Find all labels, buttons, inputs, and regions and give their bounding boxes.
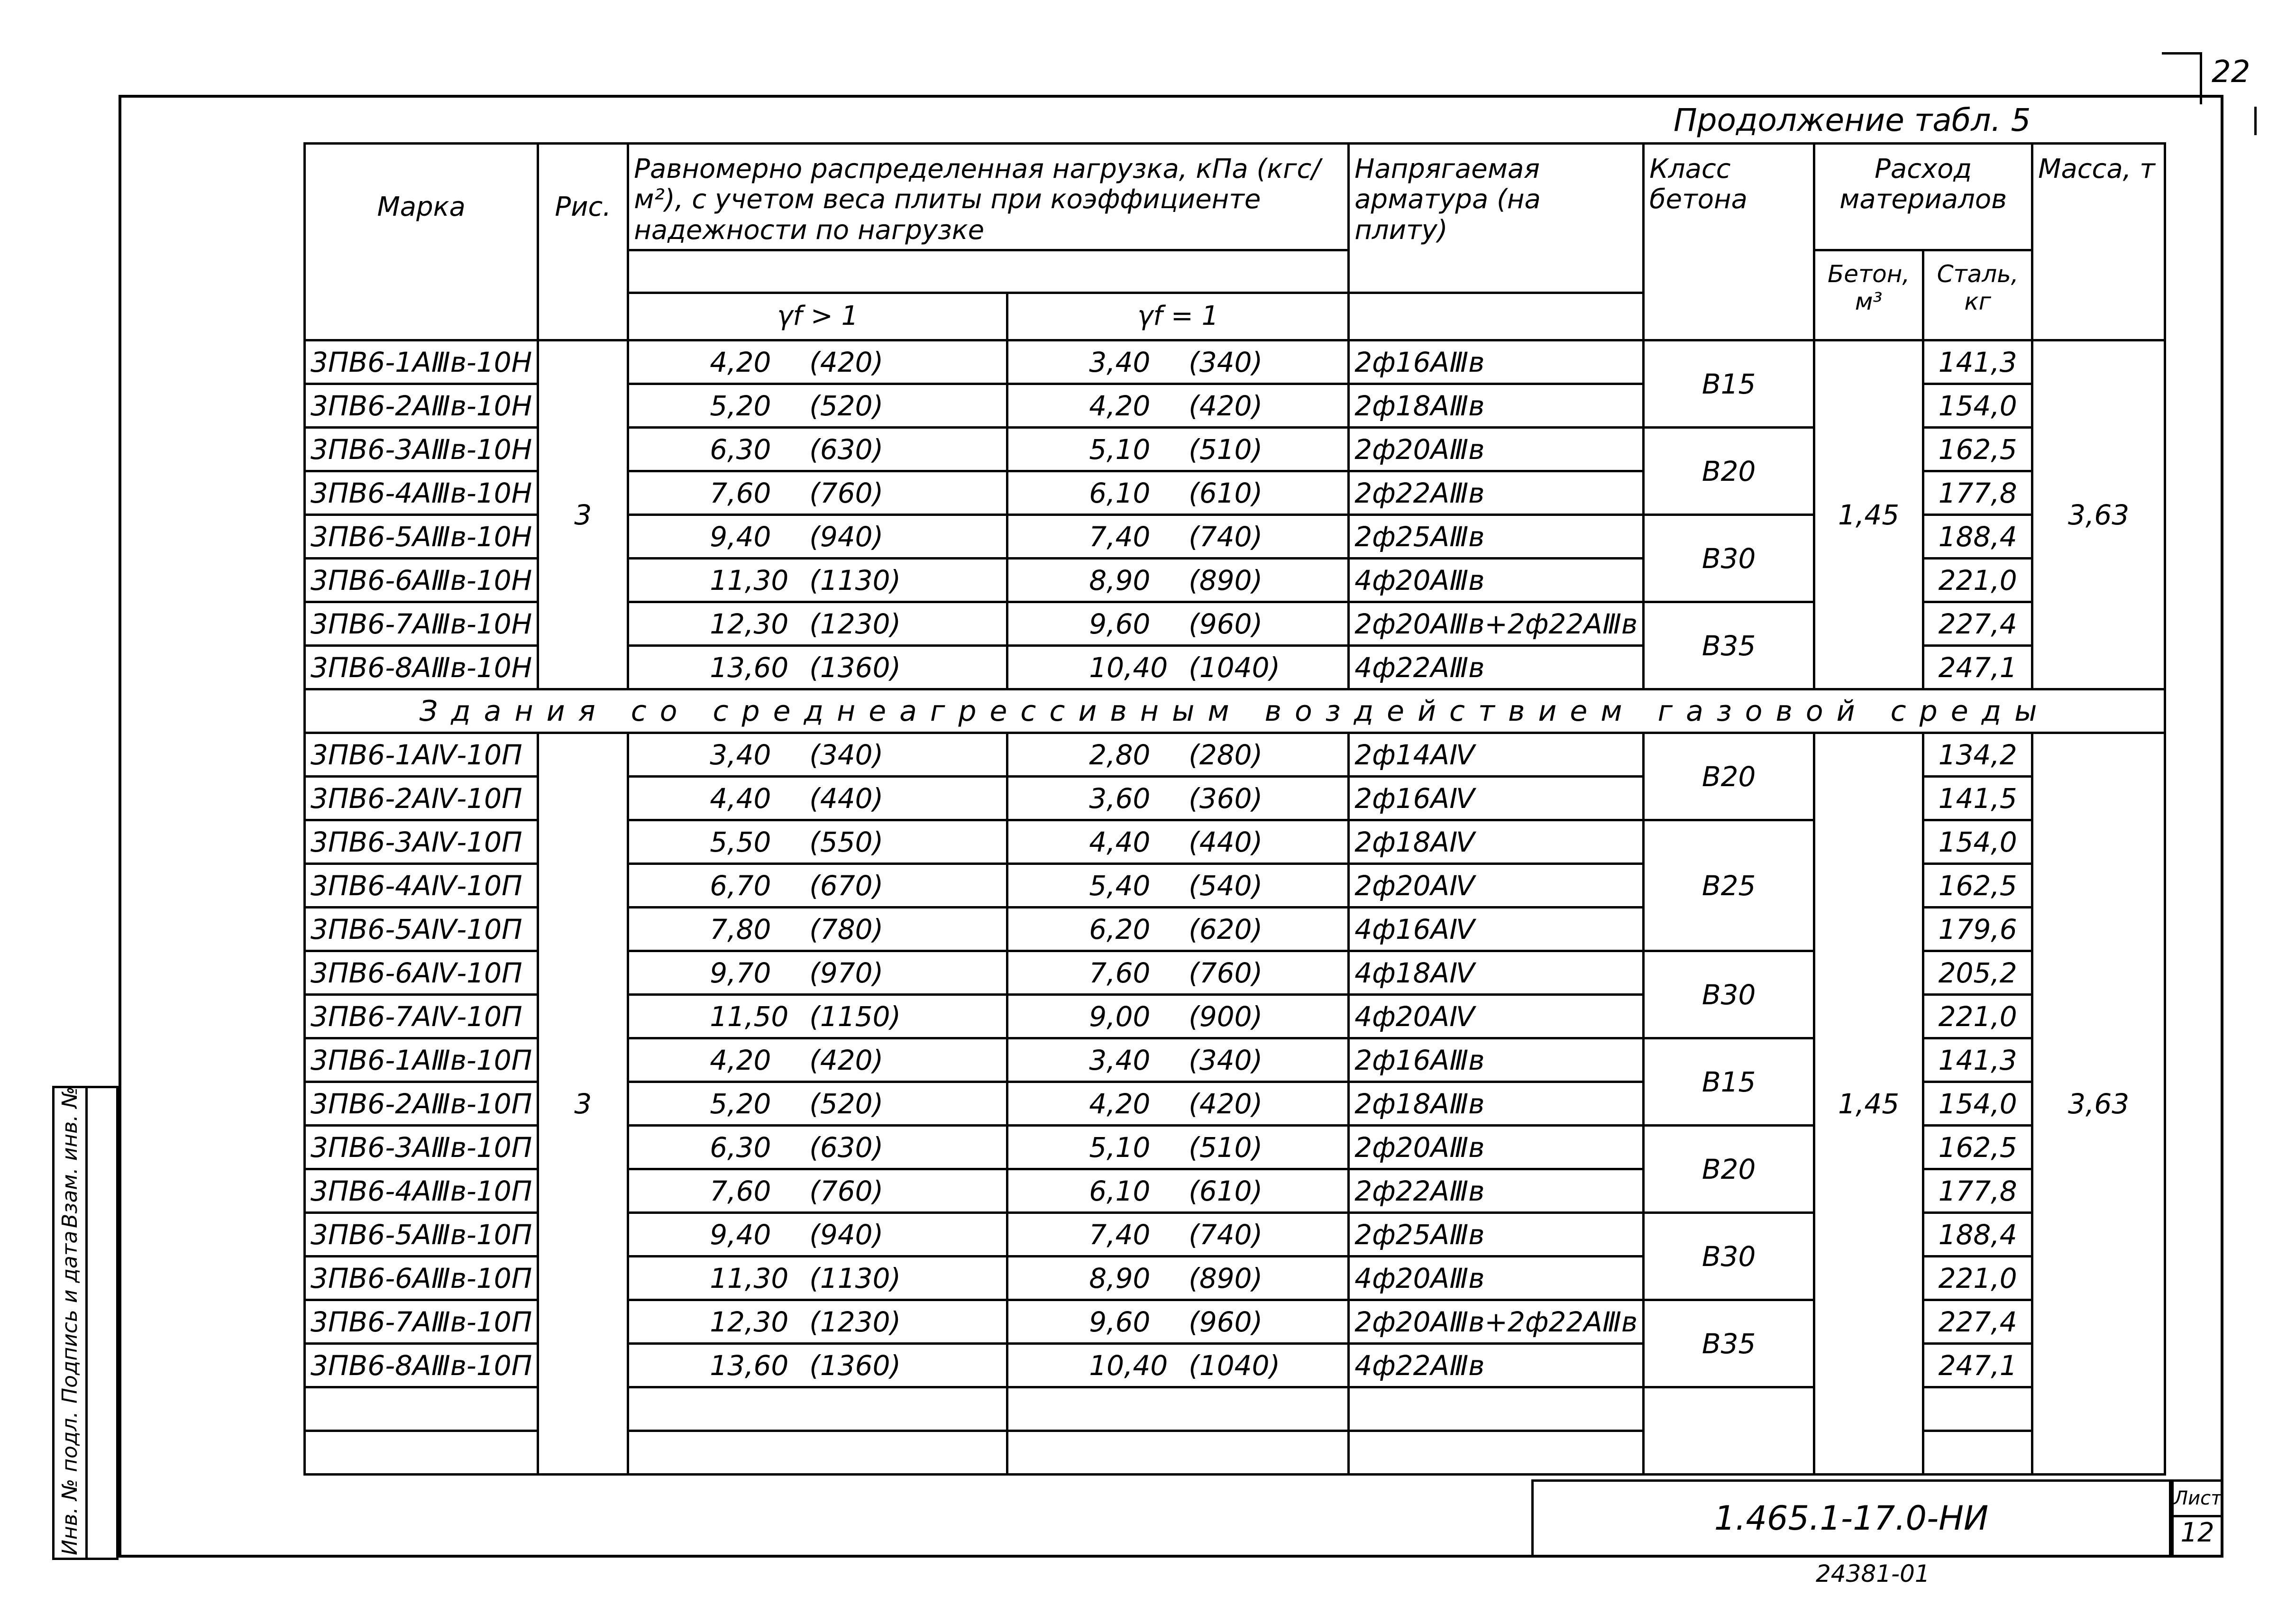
- cell-load-gt1-kgf: (420): [809, 1044, 884, 1076]
- cell-class: В20: [1644, 1126, 1814, 1213]
- cell-class: В15: [1644, 1038, 1814, 1126]
- cell-load-eq1-kgf: (960): [1189, 1305, 1263, 1338]
- cell-load-eq1: [1007, 1257, 1349, 1300]
- section-band: [305, 689, 2165, 733]
- cell-armatura: 2ф20АⅣ: [1349, 864, 1644, 908]
- cell-load-eq1: [1007, 733, 1349, 777]
- cell-armatura: 2ф22АⅢв: [1349, 1169, 1644, 1213]
- cell-load-gt1-value: 9,70: [710, 956, 771, 989]
- cell-load-gt1-value: 11,50: [710, 1000, 789, 1033]
- cell-load-eq1-value: 10,40: [1089, 1349, 1168, 1382]
- cell-load-gt1: [628, 471, 1007, 515]
- cell-load-gt1: [628, 1344, 1007, 1387]
- cell-empty: [1349, 1431, 1644, 1475]
- cell-load-gt1-value: 7,60: [710, 477, 771, 509]
- cell-load-eq1: [1007, 1126, 1349, 1169]
- cell-load-eq1-kgf: (610): [1189, 477, 1263, 509]
- cell-load-eq1-value: 6,20: [1089, 913, 1151, 945]
- cell-armatura: 2ф20АⅢв: [1349, 1126, 1644, 1169]
- cell-load-eq1-kgf: (510): [1189, 1131, 1263, 1164]
- header-gamma-eq1: γf = 1: [1007, 293, 1349, 340]
- cell-load-gt1-value: 13,60: [710, 651, 789, 684]
- cell-load-gt1-kgf: (1230): [809, 1305, 901, 1338]
- cell-load-gt1: [628, 384, 1007, 428]
- cell-steel: 141,3: [1923, 1038, 2032, 1082]
- cell-armatura: 2ф16АⅢв: [1349, 1038, 1644, 1082]
- cell-load-gt1: [628, 733, 1007, 777]
- cell-load-eq1-value: 5,40: [1089, 869, 1151, 902]
- cell-empty: [1923, 1431, 2032, 1475]
- cell-load-eq1-value: 10,40: [1089, 651, 1168, 684]
- cell-load-gt1-value: 4,40: [710, 782, 771, 815]
- cell-steel: 177,8: [1923, 471, 2032, 515]
- cell-marka: 3ПВ6-3АⅢв-10П: [305, 1126, 538, 1169]
- cell-load-eq1-kgf: (440): [1189, 826, 1263, 858]
- cell-load-eq1-kgf: (1040): [1189, 1349, 1281, 1382]
- cell-load-gt1-kgf: (1360): [809, 1349, 901, 1382]
- cell-class: В25: [1644, 820, 1814, 951]
- cell-load-gt1-value: 5,50: [710, 826, 771, 858]
- cell-load-eq1: [1007, 1213, 1349, 1257]
- cell-load-eq1: [1007, 995, 1349, 1038]
- cell-empty: [305, 1431, 538, 1475]
- cell-load-eq1-kgf: (610): [1189, 1174, 1263, 1207]
- cell-load-eq1: [1007, 908, 1349, 951]
- cell-load-gt1-kgf: (940): [809, 1218, 884, 1251]
- cell-steel: 227,4: [1923, 602, 2032, 646]
- cell-armatura: 4ф20АⅢв: [1349, 559, 1644, 602]
- cell-load-eq1-value: 5,10: [1089, 1131, 1151, 1164]
- cell-armatura: 2ф22АⅢв: [1349, 471, 1644, 515]
- cell-load-gt1-value: 12,30: [710, 1305, 789, 1338]
- cell-armatura: 2ф18АⅢв: [1349, 384, 1644, 428]
- cell-load-gt1-kgf: (520): [809, 389, 884, 422]
- cell-load-gt1-value: 11,30: [710, 1262, 789, 1294]
- cell-steel: 162,5: [1923, 1126, 2032, 1169]
- cell-load-gt1-value: 6,30: [710, 1131, 771, 1164]
- cell-load-eq1-kgf: (420): [1189, 389, 1263, 422]
- cell-load-gt1-value: 6,30: [710, 433, 771, 466]
- cell-marka: 3ПВ6-3АⅣ-10П: [305, 820, 538, 864]
- cell-load-gt1-value: 11,30: [710, 564, 789, 596]
- header-klass: Класс бетона: [1644, 144, 1814, 340]
- cell-load-eq1: [1007, 864, 1349, 908]
- cell-load-eq1-value: 9,60: [1089, 1305, 1151, 1338]
- cell-load-gt1-kgf: (780): [809, 913, 884, 945]
- cell-load-eq1: [1007, 1344, 1349, 1387]
- header-stal: Сталь, кг: [1923, 250, 2032, 340]
- cell-load-gt1-kgf: (630): [809, 1131, 884, 1164]
- cell-load-eq1: [1007, 1300, 1349, 1344]
- cell-load-gt1-value: 3,40: [710, 738, 771, 771]
- cell-armatura: 2ф14АⅣ: [1349, 733, 1644, 777]
- cell-steel: 154,0: [1923, 384, 2032, 428]
- cell-marka: 3ПВ6-2АⅢв-10Н: [305, 384, 538, 428]
- cell-load-eq1-value: 7,60: [1089, 956, 1151, 989]
- cell-load-eq1-value: 4,20: [1089, 389, 1151, 422]
- cell-armatura: 4ф16АⅣ: [1349, 908, 1644, 951]
- cell-load-gt1: [628, 820, 1007, 864]
- cell-load-eq1: [1007, 515, 1349, 559]
- cell-armatura: 2ф18АⅣ: [1349, 820, 1644, 864]
- cell-armatura: 2ф25АⅢв: [1349, 515, 1644, 559]
- continuation-title: Продолжение табл. 5: [1674, 102, 2031, 138]
- cell-load-gt1-value: 6,70: [710, 869, 771, 902]
- cell-load-eq1: [1007, 951, 1349, 995]
- cell-steel: 162,5: [1923, 428, 2032, 471]
- cell-empty: [1349, 1387, 1644, 1431]
- cell-marka: 3ПВ6-7АⅢв-10Н: [305, 602, 538, 646]
- sheet-label: Лист: [2174, 1482, 2221, 1517]
- cell-marka: 3ПВ6-4АⅣ-10П: [305, 864, 538, 908]
- cell-empty: [305, 1387, 538, 1431]
- cell-class: В20: [1644, 428, 1814, 515]
- cell-class: В15: [1644, 340, 1814, 428]
- cell-load-eq1-kgf: (360): [1189, 782, 1263, 815]
- cell-steel: 205,2: [1923, 951, 2032, 995]
- cell-marka: 3ПВ6-5АⅢв-10Н: [305, 515, 538, 559]
- cell-armatura: 2ф20АⅢв: [1349, 428, 1644, 471]
- cell-load-gt1-value: 7,60: [710, 1174, 771, 1207]
- bottom-code: 24381-01: [1816, 1560, 1930, 1587]
- cell-load-eq1: [1007, 777, 1349, 820]
- cell-load-eq1-value: 5,10: [1089, 433, 1151, 466]
- cell-load-gt1: [628, 602, 1007, 646]
- cell-massa: 3,63: [2032, 733, 2165, 1475]
- cell-massa: 3,63: [2032, 340, 2165, 689]
- cell-load-eq1-value: 4,20: [1089, 1087, 1151, 1120]
- cell-load-eq1: [1007, 1038, 1349, 1082]
- sheet-box: [2171, 1479, 2223, 1558]
- cell-load-eq1-value: 8,90: [1089, 1262, 1151, 1294]
- header-massa: Масса, т: [2032, 144, 2165, 340]
- cell-load-gt1-kgf: (1360): [809, 651, 901, 684]
- cell-load-eq1-value: 7,40: [1089, 520, 1151, 553]
- cell-load-eq1-kgf: (280): [1189, 738, 1263, 771]
- cell-empty: [1644, 1387, 1814, 1475]
- cell-load-gt1: [628, 1213, 1007, 1257]
- sheet-number: 12: [2180, 1517, 2214, 1548]
- header-gamma-gt1: γf > 1: [628, 293, 1007, 340]
- cell-marka: 3ПВ6-5АⅣ-10П: [305, 908, 538, 951]
- cell-load-eq1: [1007, 602, 1349, 646]
- cell-load-gt1-kgf: (1130): [809, 1262, 901, 1294]
- cell-beton: 1,45: [1814, 733, 1923, 1475]
- cell-armatura: 2ф20АⅢв+2ф22АⅢв: [1349, 602, 1644, 646]
- cell-beton: 1,45: [1814, 340, 1923, 689]
- cell-load-gt1: [628, 1169, 1007, 1213]
- cell-load-eq1-kgf: (760): [1189, 956, 1263, 989]
- cell-load-eq1-value: 9,00: [1089, 1000, 1151, 1033]
- cell-steel: 141,3: [1923, 340, 2032, 384]
- cell-class: В30: [1644, 515, 1814, 602]
- cell-load-gt1-kgf: (970): [809, 956, 884, 989]
- cell-steel: 134,2: [1923, 733, 2032, 777]
- cell-empty: [628, 1387, 1007, 1431]
- cell-empty: [1923, 1387, 2032, 1431]
- side-label-inv: Инв. № подл.: [58, 1411, 82, 1555]
- cell-marka: 3ПВ6-8АⅢв-10Н: [305, 646, 538, 689]
- cell-class: В35: [1644, 1300, 1814, 1387]
- cell-armatura: 2ф18АⅢв: [1349, 1082, 1644, 1126]
- cell-load-gt1: [628, 908, 1007, 951]
- cell-load-gt1: [628, 340, 1007, 384]
- cell-load-gt1-kgf: (760): [809, 1174, 884, 1207]
- cell-load-gt1: [628, 777, 1007, 820]
- corner-tick: [2254, 107, 2257, 135]
- cell-load-gt1: [628, 1038, 1007, 1082]
- cell-armatura: 2ф16АⅣ: [1349, 777, 1644, 820]
- cell-empty: [1007, 1431, 1349, 1475]
- cell-marka: 3ПВ6-5АⅢв-10П: [305, 1213, 538, 1257]
- cell-steel: 221,0: [1923, 1257, 2032, 1300]
- cell-armatura: 2ф16АⅢв: [1349, 340, 1644, 384]
- cell-load-eq1: [1007, 428, 1349, 471]
- cell-steel: 141,5: [1923, 777, 2032, 820]
- cell-ris: 3: [538, 733, 628, 1475]
- cell-load-gt1-value: 7,80: [710, 913, 771, 945]
- cell-steel: 221,0: [1923, 995, 2032, 1038]
- cell-load-gt1-kgf: (940): [809, 520, 884, 553]
- cell-class: В35: [1644, 602, 1814, 689]
- cell-load-gt1: [628, 646, 1007, 689]
- cell-ris: 3: [538, 340, 628, 689]
- cell-load-eq1-value: 9,60: [1089, 607, 1151, 640]
- cell-load-gt1-value: 5,20: [710, 389, 771, 422]
- cell-load-eq1-value: 3,40: [1089, 1044, 1151, 1076]
- cell-load-gt1-kgf: (420): [809, 346, 884, 378]
- cell-armatura: 2ф25АⅢв: [1349, 1213, 1644, 1257]
- cell-marka: 3ПВ6-3АⅢв-10Н: [305, 428, 538, 471]
- cell-load-gt1: [628, 1300, 1007, 1344]
- cell-load-gt1: [628, 995, 1007, 1038]
- cell-load-eq1-value: 6,10: [1089, 1174, 1151, 1207]
- cell-empty: [628, 1431, 1007, 1475]
- cell-load-eq1-kgf: (420): [1189, 1087, 1263, 1120]
- cell-load-eq1: [1007, 1082, 1349, 1126]
- cell-load-eq1-value: 7,40: [1089, 1218, 1151, 1251]
- cell-armatura: 4ф22АⅢв: [1349, 646, 1644, 689]
- cell-load-gt1-kgf: (630): [809, 433, 884, 466]
- cell-marka: 3ПВ6-4АⅢв-10П: [305, 1169, 538, 1213]
- side-label-signature: Подпись и дата: [58, 1230, 82, 1404]
- cell-load-eq1-value: 6,10: [1089, 477, 1151, 509]
- cell-class: В30: [1644, 951, 1814, 1038]
- cell-load-gt1-kgf: (1150): [809, 1000, 901, 1033]
- cell-marka: 3ПВ6-2АⅣ-10П: [305, 777, 538, 820]
- cell-marka: 3ПВ6-7АⅣ-10П: [305, 995, 538, 1038]
- document-code: 1.465.1-17.0-НИ: [1531, 1479, 2171, 1558]
- header-load: Равномерно распределенная нагрузка, кПа (кгс/м²), с учетом веса плиты при коэффициенте надежности по нагрузке: [628, 144, 1349, 250]
- cell-marka: 3ПВ6-4АⅢв-10Н: [305, 471, 538, 515]
- cell-armatura: 2ф20АⅢв+2ф22АⅢв: [1349, 1300, 1644, 1344]
- cell-load-eq1: [1007, 471, 1349, 515]
- corner-sheet-number: 22: [2212, 55, 2250, 90]
- cell-marka: 3ПВ6-8АⅢв-10П: [305, 1344, 538, 1387]
- cell-empty: [1007, 1387, 1349, 1431]
- cell-load-gt1-value: 4,20: [710, 1044, 771, 1076]
- cell-steel: 162,5: [1923, 864, 2032, 908]
- cell-load-gt1-kgf: (440): [809, 782, 884, 815]
- cell-load-eq1-kgf: (620): [1189, 913, 1263, 945]
- cell-load-eq1-kgf: (960): [1189, 607, 1263, 640]
- cell-class: В30: [1644, 1213, 1814, 1300]
- cell-load-gt1-value: 12,30: [710, 607, 789, 640]
- cell-load-gt1: [628, 1257, 1007, 1300]
- cell-load-gt1-value: 9,40: [710, 520, 771, 553]
- cell-load-gt1-kgf: (550): [809, 826, 884, 858]
- cell-marka: 3ПВ6-6АⅢв-10П: [305, 1257, 538, 1300]
- cell-steel: 188,4: [1923, 515, 2032, 559]
- cell-armatura: 4ф20АⅣ: [1349, 995, 1644, 1038]
- cell-load-eq1-kgf: (540): [1189, 869, 1263, 902]
- cell-load-gt1-kgf: (760): [809, 477, 884, 509]
- cell-steel: 227,4: [1923, 1300, 2032, 1344]
- cell-load-eq1-kgf: (1040): [1189, 651, 1281, 684]
- cell-load-eq1: [1007, 820, 1349, 864]
- header-marka: Марка: [305, 144, 538, 340]
- cell-armatura: 4ф20АⅢв: [1349, 1257, 1644, 1300]
- cell-steel: 188,4: [1923, 1213, 2032, 1257]
- cell-load-gt1: [628, 559, 1007, 602]
- cell-load-eq1-value: 8,90: [1089, 564, 1151, 596]
- cell-marka: 3ПВ6-1АⅢв-10Н: [305, 340, 538, 384]
- cell-load-eq1-kgf: (510): [1189, 433, 1263, 466]
- cell-load-eq1: [1007, 1169, 1349, 1213]
- cell-load-gt1-value: 4,20: [710, 346, 771, 378]
- header-beton: Бетон, м³: [1814, 250, 1923, 340]
- header-ris: Рис.: [538, 144, 628, 340]
- cell-load-gt1: [628, 864, 1007, 908]
- cell-steel: 154,0: [1923, 1082, 2032, 1126]
- cell-load-eq1-kgf: (890): [1189, 1262, 1263, 1294]
- cell-load-eq1-kgf: (740): [1189, 520, 1263, 553]
- cell-load-eq1-kgf: (340): [1189, 346, 1263, 378]
- cell-load-gt1-value: 9,40: [710, 1218, 771, 1251]
- cell-armatura: 4ф22АⅢв: [1349, 1344, 1644, 1387]
- cell-load-eq1-kgf: (890): [1189, 564, 1263, 596]
- cell-load-eq1-value: 2,80: [1089, 738, 1151, 771]
- cell-load-gt1-kgf: (520): [809, 1087, 884, 1120]
- cell-load-eq1: [1007, 646, 1349, 689]
- header-raskhod: Расход материалов: [1814, 144, 2032, 250]
- cell-load-gt1-value: 5,20: [710, 1087, 771, 1120]
- side-strip-divider: [85, 1088, 88, 1558]
- cell-steel: 179,6: [1923, 908, 2032, 951]
- cell-load-gt1: [628, 1126, 1007, 1169]
- specification-table: [303, 142, 2166, 1476]
- cell-marka: 3ПВ6-1АⅣ-10П: [305, 733, 538, 777]
- cell-load-gt1: [628, 1082, 1007, 1126]
- cell-marka: 3ПВ6-1АⅢв-10П: [305, 1038, 538, 1082]
- cell-load-eq1-value: 3,40: [1089, 346, 1151, 378]
- side-label-replacement: Взам. инв. №: [58, 1086, 82, 1228]
- cell-marka: 3ПВ6-2АⅢв-10П: [305, 1082, 538, 1126]
- header-armatura: Напрягаемая арматура (на плиту): [1349, 144, 1644, 293]
- table-body: [305, 340, 2165, 1475]
- cell-load-eq1-kgf: (740): [1189, 1218, 1263, 1251]
- cell-marka: 3ПВ6-7АⅢв-10П: [305, 1300, 538, 1344]
- section-band-title: Здания со среднеагрессивным воздействием газовой среды: [305, 689, 2165, 733]
- corner-mark-line: [2162, 52, 2200, 55]
- cell-load-eq1-value: 4,40: [1089, 826, 1151, 858]
- cell-load-eq1: [1007, 384, 1349, 428]
- cell-steel: 247,1: [1923, 646, 2032, 689]
- cell-class: В20: [1644, 733, 1814, 820]
- cell-steel: 247,1: [1923, 1344, 2032, 1387]
- cell-load-gt1: [628, 515, 1007, 559]
- cell-load-gt1-kgf: (1230): [809, 607, 901, 640]
- cell-load-gt1-value: 13,60: [710, 1349, 789, 1382]
- cell-load-gt1: [628, 428, 1007, 471]
- cell-load-eq1-kgf: (340): [1189, 1044, 1263, 1076]
- cell-load-eq1-kgf: (900): [1189, 1000, 1263, 1033]
- cell-armatura: 4ф18АⅣ: [1349, 951, 1644, 995]
- cell-marka: 3ПВ6-6АⅣ-10П: [305, 951, 538, 995]
- cell-load-gt1-kgf: (670): [809, 869, 884, 902]
- cell-load-eq1: [1007, 559, 1349, 602]
- cell-load-gt1-kgf: (1130): [809, 564, 901, 596]
- corner-mark-vertical: [2200, 52, 2202, 104]
- table-row: [305, 733, 2165, 777]
- cell-load-gt1-kgf: (340): [809, 738, 884, 771]
- cell-load-eq1: [1007, 340, 1349, 384]
- cell-load-gt1: [628, 951, 1007, 995]
- table-row: [305, 340, 2165, 384]
- cell-steel: 154,0: [1923, 820, 2032, 864]
- cell-steel: 177,8: [1923, 1169, 2032, 1213]
- cell-steel: 221,0: [1923, 559, 2032, 602]
- cell-marka: 3ПВ6-6АⅢв-10Н: [305, 559, 538, 602]
- cell-load-eq1-value: 3,60: [1089, 782, 1151, 815]
